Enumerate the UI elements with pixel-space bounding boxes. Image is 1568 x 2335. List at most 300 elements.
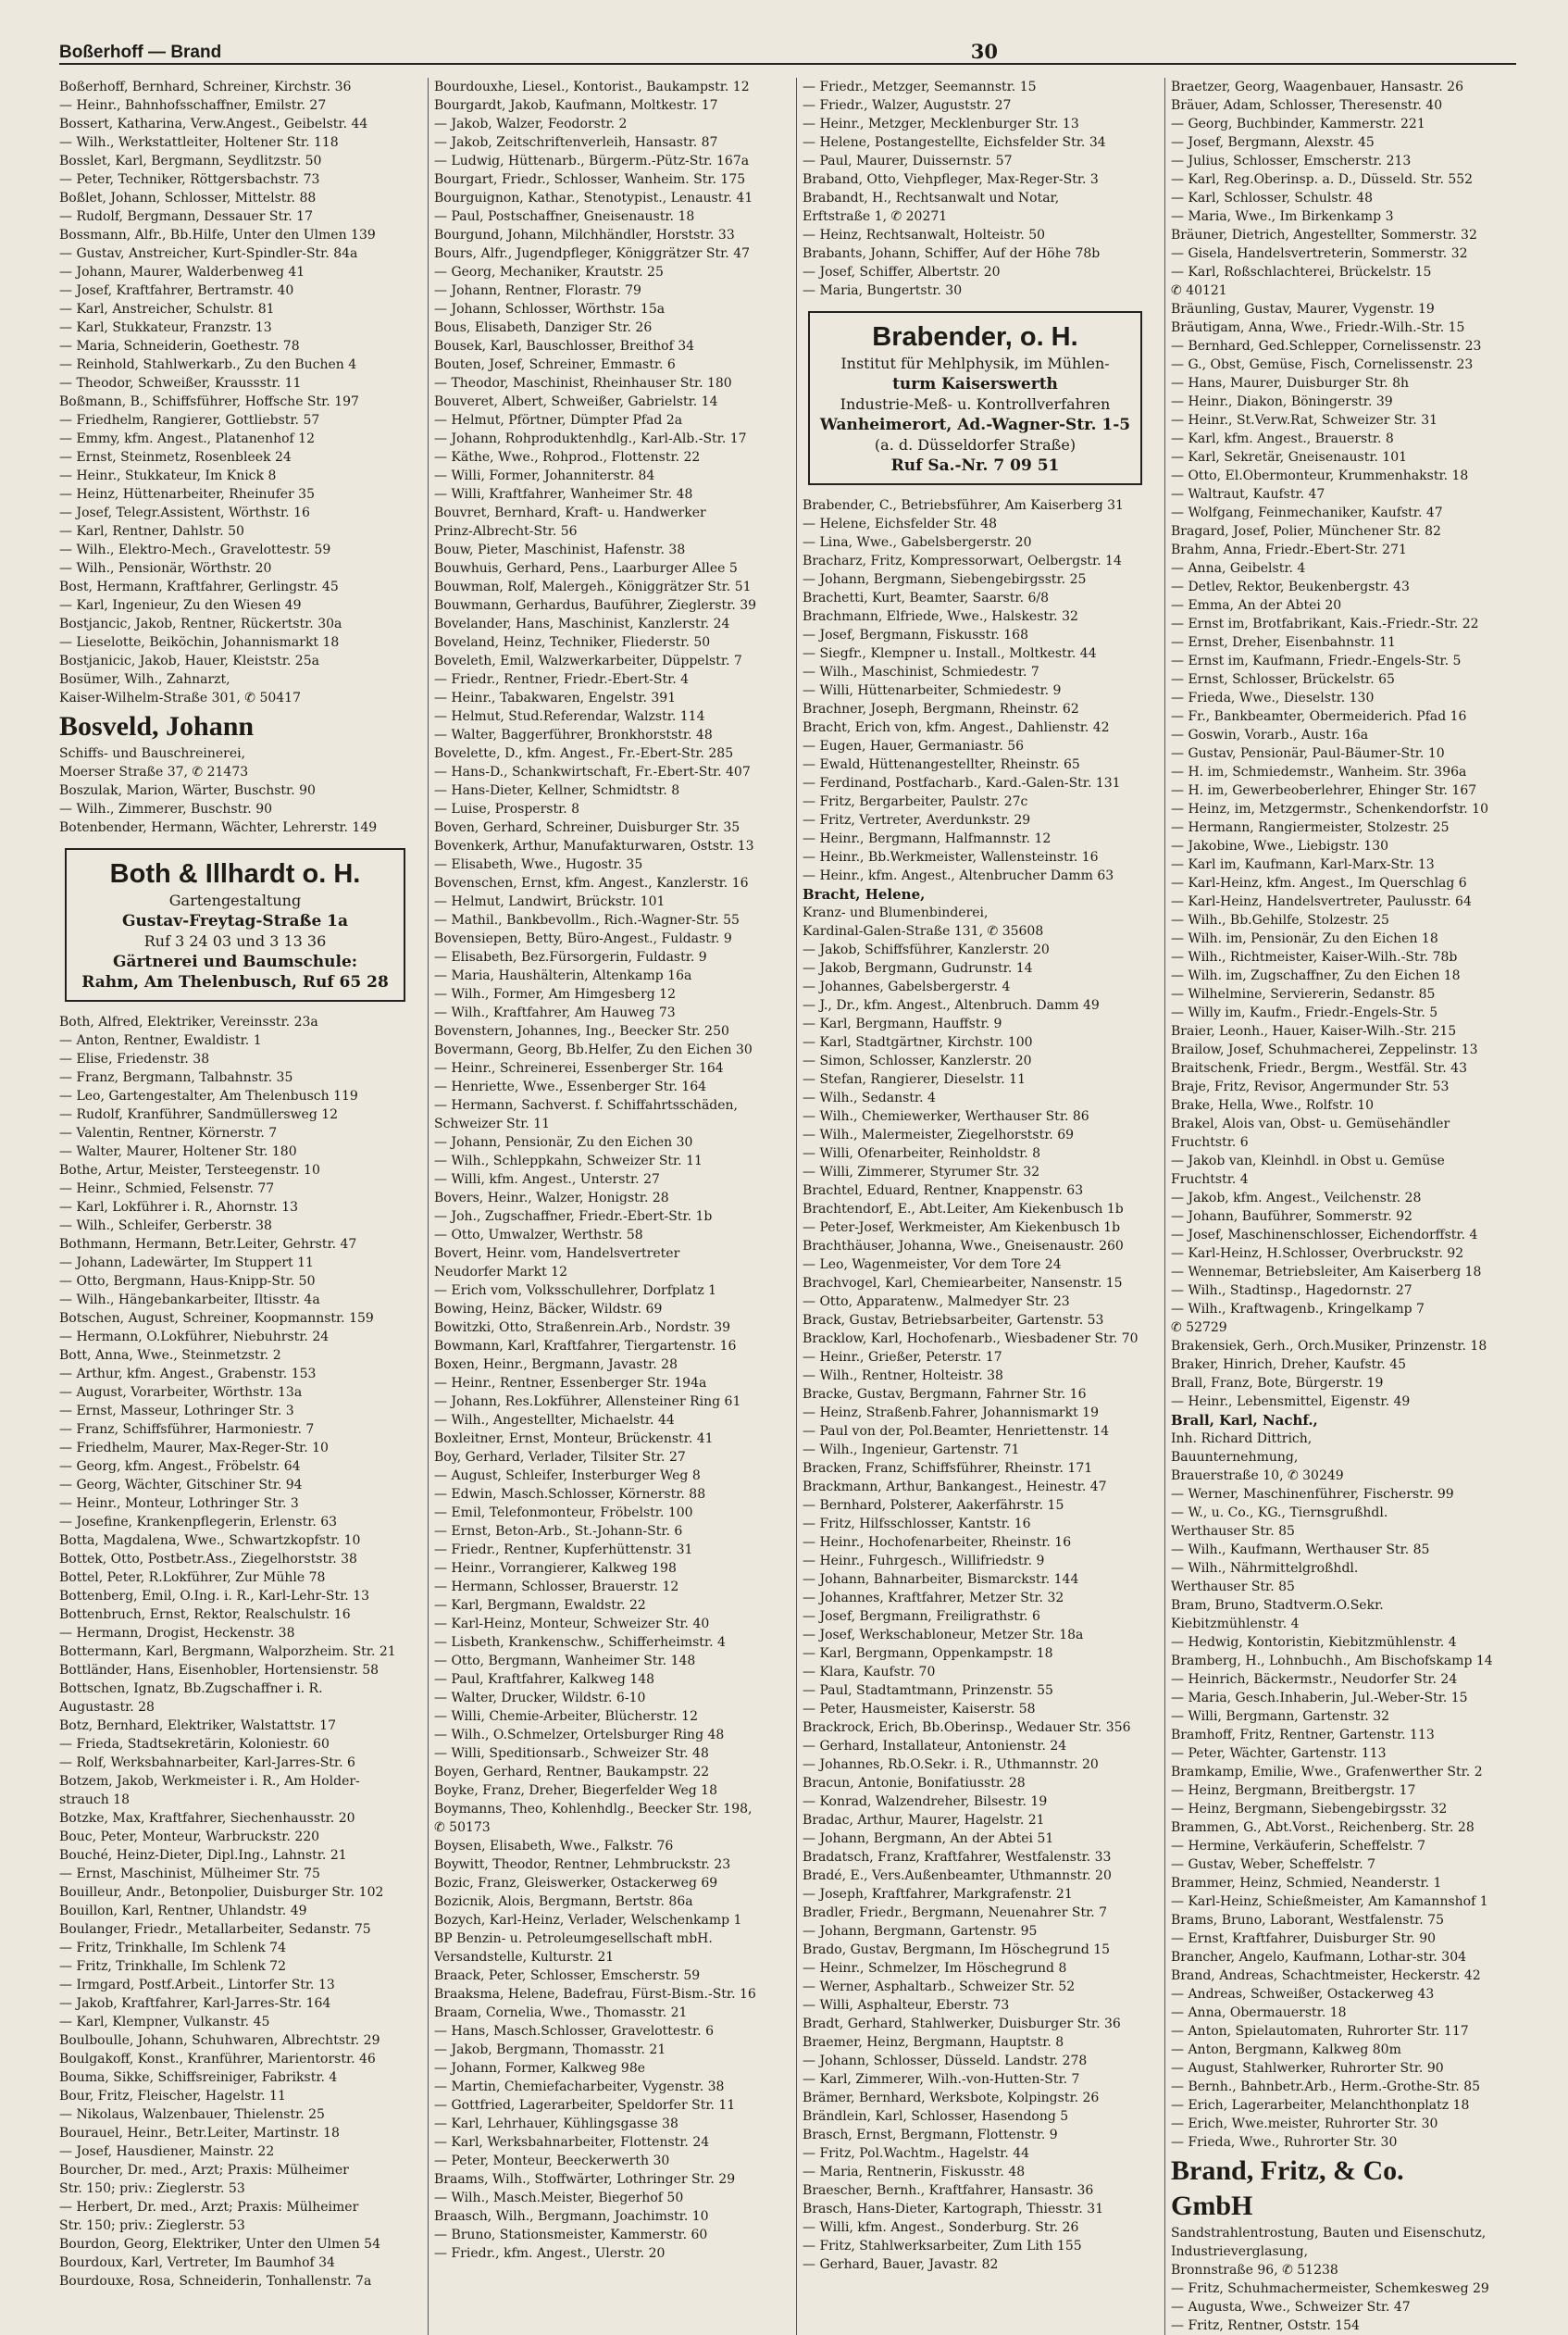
directory-entry: Bauunternehmung, (1171, 1450, 1299, 1465)
directory-entry: — Gustav, Weber, Scheffelstr. 7 (1171, 1857, 1376, 1872)
directory-entry: Bouc, Peter, Monteur, Warbruckstr. 220 (59, 1829, 320, 1844)
directory-entry: — Jakob, Bergmann, Gudrunstr. 14 (803, 961, 1033, 976)
directory-entry: — Bruno, Stationsmeister, Kammerstr. 60 (434, 2228, 708, 2242)
directory-entry: — Heinr., Bahnhofsschaffner, Emilstr. 27 (59, 98, 327, 113)
directory-entry: — Johann, Rohproduktenhdlg., Karl-Alb.-Str. 17 (434, 431, 747, 446)
directory-entry: Brachtel, Eduard, Rentner, Knappenstr. 63 (803, 1183, 1084, 1198)
directory-entry: — Leo, Gartengestalter, Am Thelenbusch 119 (59, 1089, 358, 1104)
directory-entry: — Heinrich, Bäckermstr., Neudorfer Str. 24 (1171, 1672, 1458, 1687)
directory-entry: Bozic, Franz, Gleiswerker, Ostackerweg 69 (434, 1876, 718, 1891)
directory-entry: — Irmgard, Postf.Arbeit., Lintorfer Str. 13 (59, 1978, 335, 1992)
directory-entry: — Hans, Masch.Schlosser, Gravelottestr. 6 (434, 2024, 714, 2039)
page-number: 30 (970, 40, 998, 63)
directory-entry: — Helmut, Stud.Referendar, Walzstr. 114 (434, 709, 705, 724)
directory-entry: Bradé, E., Vers.Außenbeamter, Uthmannstr. 20 (803, 1868, 1112, 1883)
directory-entry: — Heinr., Monteur, Lothringer Str. 3 (59, 1496, 299, 1511)
directory-entry: — Karl, Stadtgärtner, Kirchstr. 100 (803, 1035, 1033, 1050)
directory-entry: Brailow, Josef, Schuhmacherei, Zeppelinstr. 13 (1171, 1043, 1478, 1057)
directory-entry: Bozicnik, Alois, Bergmann, Bertstr. 86a (434, 1894, 693, 1909)
directory-entry: — Waltraut, Kaufstr. 47 (1171, 487, 1325, 502)
directory-entry: Boven, Gerhard, Schreiner, Duisburger Str. 35 (434, 820, 740, 835)
directory-entry: — Otto, Bergmann, Wanheimer Str. 148 (434, 1654, 696, 1668)
directory-entry: — Heinr., Vorrangierer, Kalkweg 198 (434, 1561, 677, 1576)
directory-entry: — Simon, Schlosser, Kanzlerstr. 20 (803, 1054, 1032, 1068)
directory-entry: — Edwin, Masch.Schlosser, Körnerstr. 88 (434, 1487, 706, 1502)
directory-entry: — Nikolaus, Walzenbauer, Thielenstr. 25 (59, 2107, 325, 2122)
directory-entry: — Heinr., Tabakwaren, Engelstr. 391 (434, 691, 677, 705)
directory-entry: Botz, Bernhard, Elektriker, Walstattstr. 17 (59, 1718, 336, 1733)
directory-entry: Brall, Karl, Nachf., (1171, 1412, 1318, 1429)
directory-entry: Bowmann, Karl, Kraftfahrer, Tiergartenstr. 16 (434, 1339, 737, 1354)
directory-entry: Bram, Bruno, Stadtverm.O.Sekr. (1171, 1598, 1384, 1613)
directory-entry: Brakel, Alois van, Obst- u. Gemüsehändler (1171, 1117, 1450, 1131)
directory-entry: Brams, Bruno, Laborant, Westfalenstr. 75 (1171, 1913, 1444, 1928)
directory-entry: — Rudolf, Bergmann, Dessauer Str. 17 (59, 209, 313, 224)
directory-entry: Botta, Magdalena, Wwe., Schwartzkopfstr. 10 (59, 1533, 361, 1548)
directory-entry: Bourguignon, Kathar., Stenotypist., Lenaustr. 41 (434, 191, 753, 206)
directory-entry: Schiffs- und Bauschreinerei, (59, 746, 246, 761)
directory-entry: — Heinr., Fuhrgesch., Willifriedstr. 9 (803, 1554, 1045, 1568)
directory-entry: — Fritz, Bergarbeiter, Paulstr. 27c (803, 794, 1028, 809)
directory-entry: Braack, Peter, Schlosser, Emscherstr. 59 (434, 1968, 701, 1983)
directory-entry: — Willy im, Kaufm., Friedr.-Engels-Str. 5 (1171, 1005, 1438, 1020)
directory-entry: Bottek, Otto, Postbetr.Ass., Ziegelhorststr. 38 (59, 1552, 357, 1567)
directory-entry: BP Benzin- u. Petroleumgesellschaft mbH. (434, 1931, 713, 1946)
directory-entry: — Johann, Rentner, Florastr. 79 (434, 283, 641, 298)
directory-entry: Bramberg, H., Lohnbuchh., Am Bischofskamp 14 (1171, 1654, 1493, 1668)
ad-line: Ruf 3 24 03 und 3 13 36 (143, 932, 327, 950)
directory-entry: — Wilh., Sedanstr. 4 (803, 1091, 936, 1105)
directory-entry: — Friedr., Rentner, Friedr.-Ebert-Str. 4 (434, 672, 690, 687)
directory-entry: — Ernst, Masseur, Lothringer Str. 3 (59, 1404, 294, 1418)
directory-entry: Bracun, Antonie, Bonifatiusstr. 28 (803, 1776, 1026, 1791)
directory-entry: Brachmann, Elfriede, Wwe., Halskestr. 32 (803, 609, 1078, 624)
directory-entry: — Ewald, Hüttenangestellter, Rheinstr. 65 (803, 757, 1080, 772)
directory-entry: Botzem, Jakob, Werkmeister i. R., Am Holder- (59, 1774, 360, 1789)
directory-entry: — Helene, Postangestellte, Eichsfelder Str. 34 (803, 135, 1106, 150)
directory-entry: — Willi, Bergmann, Gartenstr. 32 (1171, 1709, 1390, 1724)
directory-entry: — Heinz, Bergmann, Siebengebirgsstr. 32 (1171, 1802, 1448, 1817)
directory-entry: Bräutigam, Anna, Wwe., Friedr.-Wilh.-Str. 15 (1171, 320, 1465, 335)
directory-entry: — Hans, Maurer, Duisburger Str. 8h (1171, 376, 1409, 391)
directory-entry: — Maria, Rentnerin, Fiskusstr. 48 (803, 2165, 1026, 2179)
directory-entry: Brachthäuser, Johanna, Wwe., Gneisenaustr. 260 (803, 1239, 1124, 1254)
directory-entry: — Luise, Prosperstr. 8 (434, 802, 580, 817)
directory-entry: — Josef, Schiffer, Albertstr. 20 (803, 265, 1001, 280)
directory-entry: Brackmann, Arthur, Bankangest., Heinestr. 47 (803, 1480, 1107, 1494)
directory-entry: Erftstraße 1, ✆ 20271 (803, 209, 948, 224)
ad-line: Institut für Mehlphysik, im Mühlen- (840, 355, 1110, 372)
directory-entry: Bovenschen, Ernst, kfm. Angest., Kanzlerstr. 16 (434, 876, 749, 891)
directory-entry: — Hans-Dieter, Kellner, Schmidtstr. 8 (434, 783, 680, 798)
ad-line: Rahm, Am Thelenbusch, Ruf 65 28 (81, 973, 389, 992)
directory-entry: — Jakobine, Wwe., Liebigstr. 130 (1171, 839, 1389, 854)
directory-entry: — Wilh., Former, Am Himgesberg 12 (434, 987, 676, 1002)
directory-entry: — Willi, kfm. Angest., Sonderburg. Str. 26 (803, 2220, 1079, 2235)
directory-entry: — Joh., Zugschaffner, Friedr.-Ebert-Str. 1b (434, 1209, 713, 1224)
directory-entry: — Lieselotte, Beiköchin, Johannismarkt 18 (59, 635, 340, 650)
directory-entry: — Reinhold, Stahlwerkarb., Zu den Buchen 4 (59, 357, 357, 372)
directory-entry: Braitschenk, Friedr., Bergm., Westfäl. Str. 43 (1171, 1061, 1467, 1076)
directory-entry: — Fritz, Vertreter, Averdunkstr. 29 (803, 813, 1031, 828)
directory-entry: Boymanns, Theo, Kohlenhdlg., Beecker Str. 198, (434, 1802, 753, 1817)
directory-entry: — Friedr., Rentner, Kupferhüttenstr. 31 (434, 1542, 693, 1557)
directory-entry: — Erich, Lagerarbeiter, Melanchthonplatz 18 (1171, 2098, 1470, 2113)
directory-entry: — Josef, Hausdiener, Mainstr. 22 (59, 2144, 275, 2159)
directory-entry: — Frieda, Stadtsekretärin, Koloniestr. 60 (59, 1737, 330, 1752)
directory-entry: — Helmut, Pförtner, Dümpter Pfad 2a (434, 413, 683, 428)
directory-entry: — Konrad, Walzendreher, Bilsestr. 19 (803, 1794, 1048, 1809)
directory-entry: Bouché, Heinz-Dieter, Dipl.Ing., Lahnstr. 21 (59, 1848, 347, 1863)
directory-entry: Boveland, Heinz, Techniker, Fliederstr. 50 (434, 635, 711, 650)
directory-entry: — Fritz, Stahlwerksarbeiter, Zum Lith 155 (803, 2239, 1082, 2254)
directory-entry: — Heinz, Bergmann, Breitbergstr. 17 (1171, 1783, 1416, 1798)
directory-entry: — Josef, Bergmann, Fiskusstr. 168 (803, 628, 1028, 643)
directory-entry: — Wilh., Schleifer, Gerberstr. 38 (59, 1218, 272, 1233)
directory-entry: — Bernh., Bahnbetr.Arb., Herm.-Grothe-Str. 85 (1171, 2079, 1481, 2094)
directory-entry: — Wilh., Elektro-Mech., Gravelottestr. 59 (59, 543, 331, 557)
directory-entry: Braaksma, Helene, Badefrau, Fürst-Bism.-Str. 16 (434, 1987, 756, 2002)
directory-entry: Brauerstraße 10, ✆ 30249 (1171, 1468, 1344, 1483)
directory-entry: Werthauser Str. 85 (1171, 1580, 1295, 1594)
directory-entry: — Josef, Bergmann, Alexstr. 45 (1171, 135, 1375, 150)
directory-entry: — Karl-Heinz, Schießmeister, Am Kamannshof 1 (1171, 1894, 1488, 1909)
directory-entry: — Anton, Spielautomaten, Ruhrorter Str. 117 (1171, 2024, 1469, 2039)
directory-entry: — Lisbeth, Krankenschw., Schifferheimstr. 4 (434, 1635, 726, 1650)
directory-entry: — Werner, Maschinenführer, Fischerstr. 99 (1171, 1487, 1454, 1502)
directory-entry: Botzke, Max, Kraftfahrer, Siechenhausstr. 20 (59, 1811, 355, 1826)
directory-entry: Boyen, Gerhard, Rentner, Baukampstr. 22 (434, 1765, 710, 1779)
directory-entry: — Karl, Bergmann, Hauffstr. 9 (803, 1017, 1002, 1031)
directory-entry: Inh. Richard Dittrich, (1171, 1431, 1313, 1446)
directory-entry: Bostjancic, Jakob, Rentner, Rückertstr. 30a (59, 617, 342, 631)
directory-entry: — Heinr., Schreinerei, Essenberger Str. 164 (434, 1061, 724, 1076)
directory-entry: Bovelette, D., kfm. Angest., Fr.-Ebert-Str. 285 (434, 746, 734, 761)
directory-entry: — Elisabeth, Bez.Fürsorgerin, Fuldastr. 9 (434, 950, 707, 965)
directory-entry: Braasch, Wilh., Bergmann, Joachimstr. 10 (434, 2209, 709, 2224)
directory-entry: — Mathil., Bankbevollm., Rich.-Wagner-Str. 55 (434, 913, 740, 928)
directory-entry: — J., Dr., kfm. Angest., Altenbruch. Damm 49 (803, 998, 1100, 1013)
directory-entry: — Friedhelm, Rangierer, Gottliebstr. 57 (59, 413, 320, 428)
directory-entry: Brake, Hella, Wwe., Rolfstr. 10 (1171, 1098, 1375, 1113)
directory-entry: — Ernst, Maschinist, Mülheimer Str. 75 (59, 1867, 320, 1881)
directory-entry: — Jakob, Schiffsführer, Kanzlerstr. 20 (803, 943, 1050, 957)
ad-title: Brabender, o. H. (872, 322, 1078, 352)
directory-entry: Bosümer, Wilh., Zahnarzt, (59, 672, 230, 687)
directory-entry: ✆ 50173 (434, 1820, 491, 1835)
directory-entry: Botenbender, Hermann, Wächter, Lehrerstr. 149 (59, 820, 378, 835)
directory-entry: — Leo, Wagenmeister, Vor dem Tore 24 (803, 1257, 1062, 1272)
directory-entry: Bottenbruch, Ernst, Rektor, Realschulstr. 16 (59, 1607, 351, 1622)
directory-entry: — Elise, Friedenstr. 38 (59, 1052, 210, 1067)
directory-entry: — Willi, Ofenarbeiter, Reinholdstr. 8 (803, 1146, 1041, 1161)
directory-entry: — Karl, Reg.Oberinsp. a. D., Düsseld. Str. 552 (1171, 172, 1474, 187)
directory-entry: — Käthe, Wwe., Rohprod., Flottenstr. 22 (434, 450, 701, 465)
directory-entry: Bramkamp, Emilie, Wwe., Grafenwerther Str. 2 (1171, 1765, 1483, 1779)
ad-line: Industrie-Meß- u. Kontrollverfahren (840, 395, 1111, 413)
directory-entry: Braam, Cornelia, Wwe., Thomasstr. 21 (434, 2005, 688, 2020)
directory-entry: — Paul, Postschaffner, Gneisenaustr. 18 (434, 209, 695, 224)
directory-entry: Bragard, Josef, Polier, Münchener Str. 82 (1171, 524, 1441, 539)
advertisement-box (808, 311, 1142, 485)
directory-entry: — Ernst, Beton-Arb., St.-Johann-Str. 6 (434, 1524, 683, 1539)
directory-entry: — Wilh., Hängebankarbeiter, Iltisstr. 4a (59, 1292, 320, 1307)
directory-entry: — Paul, Kraftfahrer, Kalkweg 148 (434, 1672, 655, 1687)
directory-entry: — Johann, Former, Kalkweg 98e (434, 2061, 646, 2076)
directory-entry: — Karl, Lokführer i. R., Ahornstr. 13 (59, 1200, 299, 1215)
directory-entry: — Georg, Wächter, Gitschiner Str. 94 (59, 1478, 303, 1492)
column-1 (59, 78, 411, 2335)
directory-entry: — Wilh., Schleppkahn, Schweizer Str. 11 (434, 1154, 703, 1168)
directory-entry: — Johann, Bergmann, An der Abtei 51 (803, 1831, 1054, 1846)
directory-entry: Brahm, Anna, Friedr.-Ebert-Str. 271 (1171, 543, 1407, 557)
directory-entry: Bradatsch, Franz, Kraftfahrer, Westfalenstr. 33 (803, 1850, 1112, 1865)
directory-entry: — Heinz, Straßenb.Fahrer, Johannismarkt 19 (803, 1405, 1099, 1420)
directory-entry: Boulgakoff, Konst., Kranführer, Marientorstr. 46 (59, 2052, 376, 2067)
directory-entry: Brachner, Joseph, Bergmann, Rheinstr. 62 (803, 702, 1079, 717)
directory-entry: — Heinr., Grießer, Peterstr. 17 (803, 1350, 1002, 1365)
directory-entry: Braams, Wilh., Stoffwärter, Lothringer Str. 29 (434, 2172, 736, 2187)
directory-entry: — Andreas, Schweißer, Ostackerweg 43 (1171, 1987, 1435, 2002)
directory-entry: — Friedr., Walzer, Auguststr. 27 (803, 98, 1012, 113)
directory-entry: Boysen, Elisabeth, Wwe., Falkstr. 76 (434, 1839, 674, 1854)
directory-entry: — Wilh., Nährmittelgroßhdl. (1171, 1561, 1359, 1576)
directory-entry: Bothmann, Hermann, Betr.Leiter, Gehrstr. 47 (59, 1237, 357, 1252)
directory-entry: — Julius, Schlosser, Emscherstr. 213 (1171, 154, 1412, 169)
directory-entry: Boyke, Franz, Dreher, Biegerfelder Weg 18 (434, 1783, 717, 1798)
directory-entry: — Fr., Bankbeamter, Obermeiderich. Pfad 16 (1171, 709, 1467, 724)
directory-entry: Boveleth, Emil, Walzwerkarbeiter, Düppelstr. 7 (434, 654, 742, 668)
directory-entry: Braband, Otto, Viehpfleger, Max-Reger-Str. 3 (803, 172, 1099, 187)
directory-entry: Brachetti, Kurt, Beamter, Saarstr. 6/8 (803, 591, 1050, 606)
directory-entry: Brammen, G., Abt.Vorst., Reichenberg. Str. 28 (1171, 1820, 1475, 1835)
directory-entry: — Jakob, Zeitschriftenverleih, Hansastr. 87 (434, 135, 718, 150)
directory-entry: — Peter, Techniker, Röttgersbachstr. 73 (59, 172, 320, 187)
directory-entry: — Fritz, Schuhmachermeister, Schemkesweg 29 (1171, 2281, 1489, 2296)
directory-entry: — Walter, Drucker, Wildstr. 6-10 (434, 1691, 646, 1705)
directory-entry: — Ferdinand, Postfacharb., Kard.-Galen-Str. 131 (803, 776, 1121, 791)
directory-entry: Bourcher, Dr. med., Arzt; Praxis: Mülheimer (59, 2163, 349, 2178)
directory-entry: — Maria, Wwe., Im Birkenkamp 3 (1171, 209, 1394, 224)
directory-entry: — Karl-Heinz, kfm. Angest., Im Querschlag 6 (1171, 876, 1467, 891)
ad-line: Gustav-Freytag-Straße 1a (121, 912, 349, 930)
directory-entry: — Karl, Bergmann, Ewaldstr. 22 (434, 1598, 646, 1613)
directory-entry: — Willi, kfm. Angest., Unterstr. 27 (434, 1172, 660, 1187)
directory-entry: — Gottfried, Lagerarbeiter, Speldorfer Str. 11 (434, 2098, 736, 2113)
directory-entry: — Georg, Mechaniker, Krautstr. 25 (434, 265, 664, 280)
directory-entry: Bovenkerk, Arthur, Manufakturwaren, Oststr. 13 (434, 839, 754, 854)
directory-entry: — Erich, Wwe.meister, Ruhrorter Str. 30 (1171, 2116, 1438, 2131)
directory-entry: Bourauel, Heinr., Betr.Leiter, Martinstr. 18 (59, 2126, 340, 2141)
directory-entry: Brakensiek, Gerh., Orch.Musiker, Prinzenstr. 18 (1171, 1339, 1487, 1354)
directory-entry: — Fritz, Rentner, Oststr. 154 (1171, 2318, 1360, 2333)
column-2 (428, 78, 779, 2335)
directory-entry: Bourgund, Johann, Milchhändler, Horststr. 33 (434, 228, 735, 243)
directory-entry: — Wilh., Werkstattleiter, Holtener Str. 118 (59, 135, 339, 150)
directory-entry: — Karl, kfm. Angest., Brauerstr. 8 (1171, 431, 1394, 446)
directory-entry: — Helmut, Landwirt, Brückstr. 101 (434, 894, 666, 909)
directory-entry: — Willi, Chemie-Arbeiter, Blücherstr. 12 (434, 1709, 698, 1724)
directory-entry: — Fritz, Pol.Wachtm., Hagelstr. 44 (803, 2146, 1030, 2161)
directory-entry: Bovermann, Georg, Bb.Helfer, Zu den Eichen 30 (434, 1043, 753, 1057)
directory-entry: — Heinr., Diakon, Böningerstr. 39 (1171, 394, 1393, 409)
directory-entry: — Franz, Schiffsführer, Harmoniestr. 7 (59, 1422, 315, 1437)
directory-entry: Brämer, Bernhard, Werksbote, Kolpingstr. 26 (803, 2091, 1100, 2105)
directory-entry: — Otto, Apparatenw., Malmedyer Str. 23 (803, 1294, 1070, 1309)
directory-entry: — Fritz, Trinkhalle, Im Schlenk 74 (59, 1941, 286, 1955)
directory-entry: — Maria, Gesch.Inhaberin, Jul.-Weber-Str. 15 (1171, 1691, 1468, 1705)
header-range: Boßerhoff — Brand (59, 43, 222, 62)
directory-entry: Bräuner, Dietrich, Angestellter, Sommerstr. 32 (1171, 228, 1477, 243)
directory-entry: Bourdon, Georg, Elektriker, Unter den Ulmen 54 (59, 2237, 380, 2252)
directory-entry: — Gerhard, Bauer, Javastr. 82 (803, 2257, 999, 2272)
directory-entry: — Wilhelmine, Serviererin, Sedanstr. 85 (1171, 987, 1436, 1002)
directory-entry: — H. im, Gewerbeoberlehrer, Ehinger Str. 167 (1171, 783, 1477, 798)
directory-entry: Bouwmann, Gerhardus, Bauführer, Zieglerstr. 39 (434, 598, 757, 613)
page-header (59, 37, 1516, 65)
directory-columns (59, 78, 1516, 2335)
directory-entry: Bostjanicic, Jakob, Hauer, Kleiststr. 25a (59, 654, 319, 668)
directory-entry: Bossmann, Alfr., Bb.Hilfe, Unter den Ulmen 139 (59, 228, 376, 243)
directory-entry: — Paul von der, Pol.Beamter, Henriettenstr. 14 (803, 1424, 1110, 1439)
directory-entry: — Wennemar, Betriebsleiter, Am Kaiserberg 18 (1171, 1265, 1482, 1280)
directory-entry: — Wilh., Richtmeister, Kaiser-Wilh.-Str. 78b (1171, 950, 1458, 965)
directory-entry: — Bernhard, Ged.Schlepper, Cornelissenstr. 23 (1171, 339, 1482, 354)
directory-entry: — August, Stahlwerker, Ruhrorter Str. 90 (1171, 2061, 1444, 2076)
directory-entry: Bour, Fritz, Fleischer, Hagelstr. 11 (59, 2089, 286, 2104)
directory-entry: Bourdouxe, Rosa, Schneiderin, Tonhallenstr. 7a (59, 2274, 372, 2289)
directory-entry: — Willi, Former, Johanniterstr. 84 (434, 468, 655, 483)
directory-entry: Bouma, Sikke, Schiffsreiniger, Fabrikstr. 4 (59, 2070, 338, 2085)
directory-entry: — Johannes, Rb.O.Sekr. i. R., Uthmannstr. 20 (803, 1757, 1099, 1772)
directory-entry: — Wilh., Masch.Meister, Biegerhof 50 (434, 2191, 684, 2205)
directory-entry: — Bernhard, Polsterer, Aakerfährstr. 15 (803, 1498, 1064, 1513)
directory-entry: Bracke, Gustav, Bergmann, Fahrner Str. 16 (803, 1387, 1087, 1402)
directory-entry: — Heinr., Lebensmittel, Eigenstr. 49 (1171, 1394, 1411, 1409)
directory-entry: — Heinr., Schmelzer, Im Höschegrund 8 (803, 1961, 1067, 1976)
directory-entry: — Ernst, Steinmetz, Rosenbleek 24 (59, 450, 292, 465)
directory-entry: Boßerhoff, Bernhard, Schreiner, Kirchstr. 36 (59, 80, 352, 94)
directory-entry: Brasch, Hans-Dieter, Kartograph, Thiesstr. 31 (803, 2202, 1104, 2216)
directory-entry: — Rudolf, Kranführer, Sandmüllersweg 12 (59, 1107, 339, 1122)
directory-entry: — Gisela, Handelsvertreterin, Sommerstr. 32 (1171, 246, 1468, 261)
directory-entry: Bourgart, Friedr., Schlosser, Wanheim. Str. 175 (434, 172, 746, 187)
directory-entry: — Anna, Geibelstr. 4 (1171, 561, 1306, 576)
directory-entry: Braje, Fritz, Revisor, Angermunder Str. 53 (1171, 1080, 1450, 1094)
directory-entry: Botschen, August, Schreiner, Koopmannstr. 159 (59, 1311, 374, 1326)
directory-entry: — Wilh., O.Schmelzer, Ortelsburger Ring 48 (434, 1728, 725, 1742)
directory-entry: — Johann, Schlosser, Düsseld. Landstr. 278 (803, 2054, 1088, 2068)
directory-entry: — Otto, Umwalzer, Werthstr. 58 (434, 1228, 643, 1242)
directory-entry: Both, Alfred, Elektriker, Vereinsstr. 23a (59, 1015, 318, 1030)
directory-entry: — Henriette, Wwe., Essenberger Str. 164 (434, 1080, 707, 1094)
directory-entry: Industrieverglasung, (1171, 2244, 1309, 2259)
directory-entry: — Karl-Heinz, Monteur, Schweizer Str. 40 (434, 1617, 710, 1631)
directory-entry: — Karl, Werksbahnarbeiter, Flottenstr. 24 (434, 2135, 710, 2150)
directory-entry: — Peter, Wächter, Gartenstr. 113 (1171, 1746, 1387, 1761)
directory-entry: — Theodor, Schweißer, Kraussstr. 11 (59, 376, 302, 391)
directory-entry: — Lina, Wwe., Gabelsbergerstr. 20 (803, 535, 1032, 550)
directory-entry: Boulanger, Friedr., Metallarbeiter, Sedanstr. 75 (59, 1922, 371, 1937)
directory-entry: Bovensiepen, Betty, Büro-Angest., Fuldastr. 9 (434, 931, 732, 946)
directory-entry: Bottermann, Karl, Bergmann, Walporzheim. Str. 21 (59, 1644, 396, 1659)
directory-entry: — Jakob, Kraftfahrer, Karl-Jarres-Str. 164 (59, 1996, 331, 2011)
directory-entry: — Jakob, Bergmann, Thomasstr. 21 (434, 2042, 666, 2057)
directory-entry: Bronnstraße 96, ✆ 51238 (1171, 2263, 1338, 2278)
directory-entry: — Paul, Maurer, Duissernstr. 57 (803, 154, 1013, 169)
directory-entry: — Johann, Res.Lokführer, Allensteiner Ring 61 (434, 1394, 741, 1409)
directory-entry: — Johann, Pensionär, Zu den Eichen 30 (434, 1135, 693, 1150)
directory-entry: Boywitt, Theodor, Rentner, Lehmbruckstr. 23 (434, 1857, 731, 1872)
directory-entry: Bovert, Heinr. vom, Handelsvertreter (434, 1246, 680, 1261)
directory-entry: — Josef, Werkschabloneur, Metzer Str. 18a (803, 1628, 1084, 1642)
directory-entry: — Maria, Schneiderin, Goethestr. 78 (59, 339, 300, 354)
directory-entry: — Walter, Baggerführer, Bronkhorststr. 48 (434, 728, 713, 743)
column-3 (796, 78, 1148, 2335)
directory-entry: Bradt, Gerhard, Stahlwerker, Duisburger Str. 36 (803, 2017, 1121, 2031)
directory-entry: — Heinr., Schmied, Felsenstr. 77 (59, 1181, 275, 1196)
directory-entry: — Karl, Klempner, Vulkanstr. 45 (59, 2015, 270, 2029)
directory-entry: Bothe, Artur, Meister, Tersteegenstr. 10 (59, 1163, 320, 1178)
advertisement-box (65, 848, 405, 1002)
directory-entry: Boßlet, Johann, Schlosser, Mittelstr. 88 (59, 191, 317, 206)
directory-entry: — Wolfgang, Feinmechaniker, Kaufstr. 47 (1171, 506, 1443, 520)
directory-entry: — Otto, El.Obermonteur, Krummenhakstr. 18 (1171, 468, 1469, 483)
directory-entry: — Jakob van, Kleinhdl. in Obst u. Gemüse (1171, 1154, 1445, 1168)
directory-entry: — Johann, Ladewärter, Im Stuppert 11 (59, 1255, 314, 1270)
directory-entry: Bradler, Friedr., Bergmann, Neuenahrer Str. 7 (803, 1905, 1108, 1920)
directory-entry: — Frieda, Wwe., Dieselstr. 130 (1171, 691, 1375, 705)
directory-entry: Brammer, Heinz, Schmied, Neanderstr. 1 (1171, 1876, 1442, 1891)
directory-entry: — Hermann, Sachverst. f. Schiffahrtsschäden, (434, 1098, 739, 1113)
directory-entry: Brackrock, Erich, Bb.Oberinsp., Wedauer Str. 356 (803, 1720, 1131, 1735)
directory-entry: Bottländer, Hans, Eisenhobler, Hortensienstr. 58 (59, 1663, 380, 1678)
directory-entry: — Otto, Bergmann, Haus-Knipp-Str. 50 (59, 1274, 316, 1289)
directory-entry: — Johann, Bauführer, Sommerstr. 92 (1171, 1209, 1412, 1224)
directory-entry: — Heinr., kfm. Angest., Altenbrucher Damm 63 (803, 868, 1114, 883)
directory-entry: ✆ 52729 (1171, 1320, 1227, 1335)
directory-entry: Str. 150; priv.: Zieglerstr. 53 (59, 2218, 245, 2233)
directory-entry: — Ernst, Dreher, Eisenbahnstr. 11 (1171, 635, 1396, 650)
directory-entry: Brand, Andreas, Schachtmeister, Heckerstr. 42 (1171, 1968, 1481, 1983)
directory-entry: Neudorfer Markt 12 (434, 1265, 567, 1280)
directory-entry: — Maria, Haushälterin, Altenkamp 16a (434, 968, 692, 983)
directory-entry: — Willi, Hüttenarbeiter, Schmiedestr. 9 (803, 683, 1062, 698)
directory-entry: — Siegfr., Klempner u. Install., Moltkestr. 44 (803, 646, 1097, 661)
directory-entry: — Karl, Lehrhauer, Kühlingsgasse 38 (434, 2116, 678, 2131)
directory-entry: Brasch, Ernst, Bergmann, Flottenstr. 9 (803, 2128, 1058, 2142)
directory-entry: — Anton, Rentner, Ewaldistr. 1 (59, 1033, 262, 1048)
directory-entry: Boxen, Heinr., Bergmann, Javastr. 28 (434, 1357, 678, 1372)
directory-entry: Brachtendorf, E., Abt.Leiter, Am Kiekenbusch 1b (803, 1202, 1124, 1217)
directory-entry: Brado, Gustav, Bergmann, Im Höschegrund 15 (803, 1942, 1111, 1957)
directory-entry: Bost, Hermann, Kraftfahrer, Gerlingstr. 45 (59, 580, 339, 594)
directory-entry: — Heinr., Rentner, Essenberger Str. 194a (434, 1376, 707, 1391)
directory-entry: — G., Obst, Gemüse, Fisch, Cornelissenstr. 23 (1171, 357, 1474, 372)
directory-entry: Bousek, Karl, Bauschlosser, Breithof 34 (434, 339, 695, 354)
directory-entry: — August, Schleifer, Insterburger Weg 8 (434, 1468, 701, 1483)
directory-entry: Bradac, Arthur, Maurer, Hagelstr. 21 (803, 1813, 1045, 1828)
ad-line: turm Kaiserswerth (892, 375, 1058, 393)
directory-entry: — Theodor, Maschinist, Rheinhauser Str. 180 (434, 376, 732, 391)
directory-entry: — Johannes, Gabelsbergerstr. 4 (803, 980, 1011, 994)
directory-entry: — Wilh., Rentner, Holteistr. 38 (803, 1368, 1003, 1383)
directory-entry: Kranz- und Blumenbinderei, (803, 905, 989, 920)
directory-entry: Moerser Straße 37, ✆ 21473 (59, 765, 249, 780)
directory-entry: — Fritz, Trinkhalle, Im Schlenk 72 (59, 1959, 286, 1974)
directory-entry: — Karl, Sekretär, Gneisenaustr. 101 (1171, 450, 1408, 465)
directory-entry: Bracklow, Karl, Hochofenarb., Wiesbadener Str. 70 (803, 1331, 1139, 1346)
